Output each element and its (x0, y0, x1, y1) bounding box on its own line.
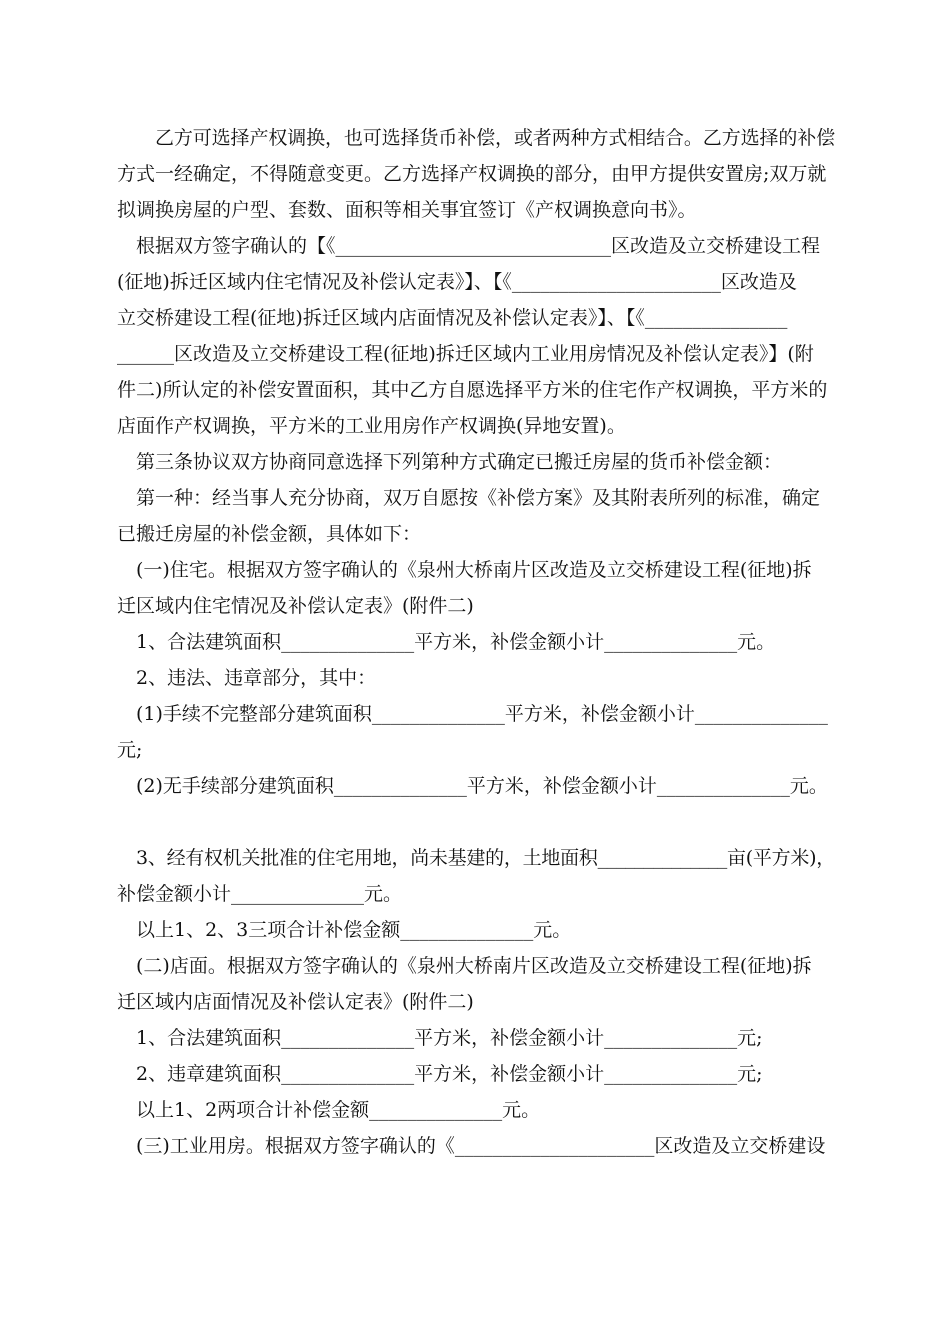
text-line: 乙方可选择产权调换，也可选择货币补偿，或者两种方式相结合。乙方选择的补偿 (155, 127, 836, 149)
text-line: 迁区域内住宅情况及补偿认定表》(附件二) (117, 595, 474, 617)
text-line: ______区改造及立交桥建设工程(征地)拆迁区域内工业用房情况及补偿认定表》】(附 (117, 343, 814, 365)
text-line: 件二)所认定的补偿安置面积，其中乙方自愿选择平方米的住宅作产权调换，平方米的 (117, 379, 828, 401)
text-line: (征地)拆迁区域内住宅情况及补偿认定表》】、【《______________________区改造及 (117, 271, 797, 293)
text-line: 元; (117, 739, 143, 761)
blank-line (117, 804, 835, 840)
text-line: (2)无手续部分建筑面积______________平方米，补偿金额小计______________元。 (136, 775, 828, 797)
text-line: 2、违法、违章部分，其中： (136, 667, 377, 689)
text-line: (一)住宅。根据双方签字确认的《泉州大桥南片区改造及立交桥建设工程(征地)拆 (136, 559, 812, 581)
text-line: 立交桥建设工程(征地)拆迁区域内店面情况及补偿认定表》】、【《_______________ (117, 307, 788, 329)
text-line: 店面作产权调换，平方米的工业用房作产权调换(异地安置)。 (117, 415, 626, 437)
text-line: (1)手续不完整部分建筑面积______________平方米，补偿金额小计______________ (136, 703, 828, 725)
text-line: 根据双方签字确认的【《_____________________________区改造及立交桥建设工程 (136, 235, 821, 257)
text-line: 以上1、2、3三项合计补偿金额______________元。 (136, 919, 572, 941)
text-line: 迁区域内店面情况及补偿认定表》(附件二) (117, 991, 474, 1013)
text-line: 方式一经确定，不得随意变更。乙方选择产权调换的部分，由甲方提供安置房;双万就 (117, 163, 827, 185)
text-line: (二)店面。根据双方签字确认的《泉州大桥南片区改造及立交桥建设工程(征地)拆 (136, 955, 812, 977)
text-line: 拟调换房屋的户型、套数、面积等相关事宜签订《产权调换意向书》。 (117, 199, 697, 221)
text-line: 3、经有权机关批准的住宅用地，尚未基建的，土地面积______________亩(平方米)， (136, 847, 835, 869)
text-line: 第一种：经当事人充分协商，双万自愿按《补偿方案》及其附表所列的标准，确定 (136, 487, 821, 509)
text-line: (三)工业用房。根据双方签字确认的《_____________________区改造及立交桥建设 (136, 1135, 826, 1157)
text-line: 已搬迁房屋的补偿金额，具体如下： (117, 523, 422, 545)
text-line: 1、合法建筑面积______________平方米，补偿金额小计______________元; (136, 1027, 763, 1049)
document-body (117, 120, 835, 1164)
text-line: 1、合法建筑面积______________平方米，补偿金额小计______________元。 (136, 631, 776, 653)
text-line: 补偿金额小计______________元。 (117, 883, 403, 905)
text-line: 以上1、2两项合计补偿金额______________元。 (136, 1099, 541, 1121)
text-line: 2、违章建筑面积______________平方米，补偿金额小计______________元; (136, 1063, 763, 1085)
text-line: 第三条协议双方协商同意选择下列第种方式确定已搬迁房屋的货币补偿金额： (136, 451, 783, 473)
